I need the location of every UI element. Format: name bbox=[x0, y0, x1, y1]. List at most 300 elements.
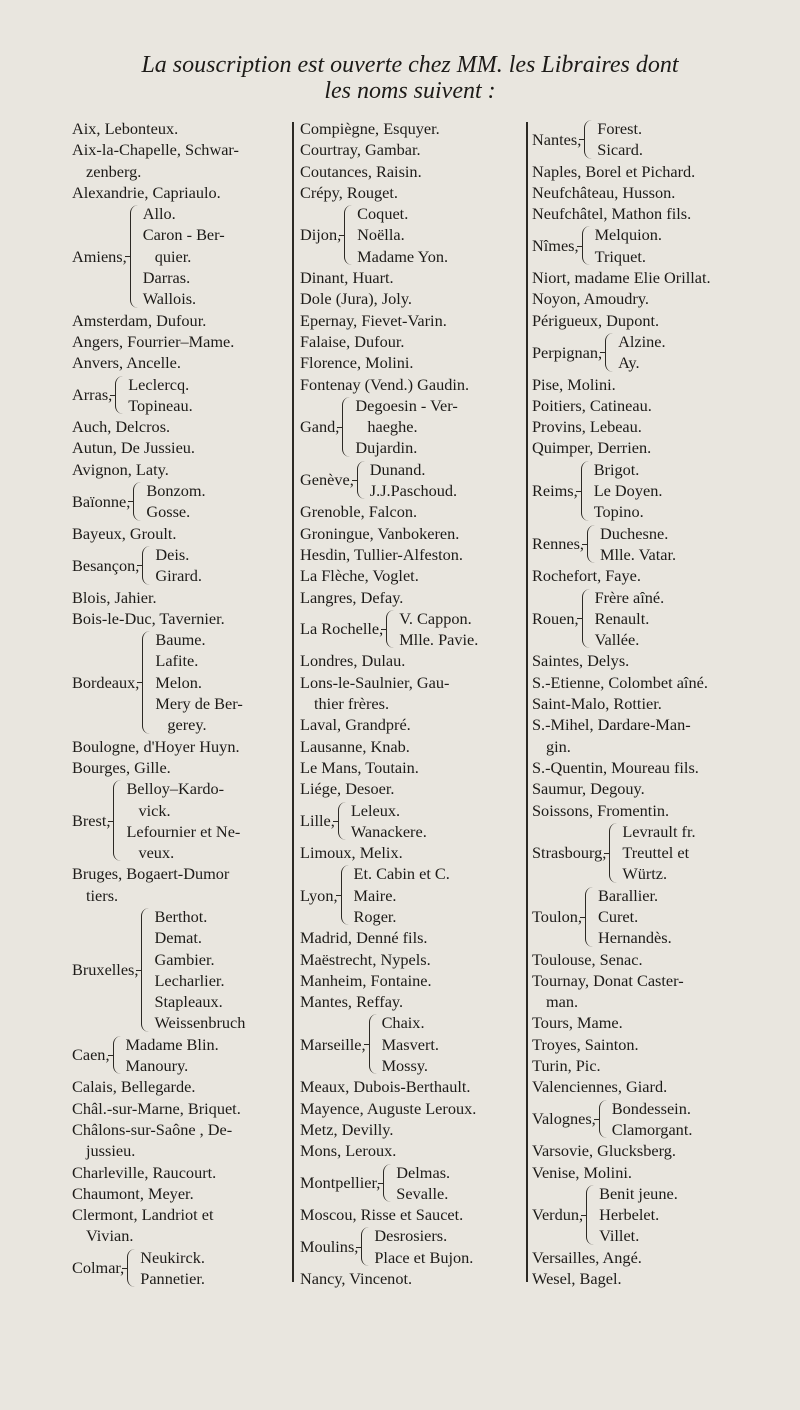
entry-line: Versailles, Angé. bbox=[532, 1247, 642, 1267]
city-name: Amiens, bbox=[72, 246, 127, 266]
bookseller-name: Alzine. bbox=[618, 331, 666, 351]
column-1 bbox=[72, 118, 294, 1289]
bookseller-entry bbox=[532, 565, 754, 586]
entry-line: Bayeux, Groult. bbox=[72, 523, 177, 543]
entry-line: Valenciennes, Giard. bbox=[532, 1077, 668, 1097]
bookseller-names bbox=[612, 1098, 754, 1141]
brace-mark bbox=[338, 802, 348, 841]
bookseller-names bbox=[140, 1247, 294, 1290]
city-name: Caen, bbox=[72, 1045, 110, 1065]
entry-line: Vivian. bbox=[86, 1226, 134, 1246]
entry-line: Groningue, Vanbokeren. bbox=[300, 523, 460, 543]
bookseller-names bbox=[155, 544, 294, 587]
bookseller-entry bbox=[532, 970, 754, 1013]
bookseller-group bbox=[300, 395, 524, 459]
bookseller-entry bbox=[300, 565, 524, 586]
bookseller-entry bbox=[532, 203, 754, 224]
bookseller-name: Baume. bbox=[155, 630, 206, 650]
bookseller-name: Chaix. bbox=[381, 1013, 425, 1033]
bookseller-names bbox=[155, 629, 294, 735]
bookseller-entry bbox=[532, 778, 754, 799]
bookseller-entry bbox=[72, 139, 294, 182]
bookseller-entry bbox=[72, 1119, 294, 1162]
bookseller-entry bbox=[72, 331, 294, 352]
bookseller-name: Noëlla. bbox=[357, 225, 405, 245]
bookseller-names bbox=[595, 587, 754, 651]
bookseller-entry bbox=[72, 1076, 294, 1097]
bookseller-entry bbox=[72, 416, 294, 437]
bookseller-names bbox=[128, 374, 294, 417]
city-name: Rouen, bbox=[532, 608, 579, 628]
brace-mark bbox=[142, 546, 152, 585]
bookseller-name: Caron - Ber- bbox=[142, 225, 225, 245]
city-name: Valognes, bbox=[532, 1109, 596, 1129]
column-divider bbox=[292, 122, 294, 1282]
bookseller-entry bbox=[532, 267, 754, 288]
bookseller-entry bbox=[72, 736, 294, 757]
city-name: Nîmes, bbox=[532, 236, 579, 256]
brace-mark bbox=[141, 908, 151, 1032]
bookseller-name: Topineau. bbox=[128, 395, 193, 415]
entry-line: Bourges, Gille. bbox=[72, 757, 171, 777]
entry-line: Dole (Jura), Joly. bbox=[300, 289, 412, 309]
bookseller-entry bbox=[532, 1012, 754, 1033]
bookseller-group bbox=[72, 480, 294, 523]
bookseller-entry bbox=[72, 437, 294, 458]
entry-line: Niort, madame Elie Orillat. bbox=[532, 268, 711, 288]
bookseller-name: Desrosiers. bbox=[374, 1226, 448, 1246]
bookseller-names bbox=[618, 331, 754, 374]
bookseller-entry bbox=[300, 1119, 524, 1140]
entry-line: Aix-la-Chapelle, Schwar- bbox=[72, 140, 239, 160]
bookseller-name: Le Doyen. bbox=[593, 481, 663, 501]
brace-mark bbox=[357, 461, 367, 500]
bookseller-group bbox=[532, 1183, 754, 1247]
bookseller-name: Leclercq. bbox=[128, 374, 190, 394]
brace-mark bbox=[344, 205, 354, 265]
city-name: Nantes, bbox=[532, 129, 582, 149]
bookseller-entry bbox=[300, 1204, 524, 1225]
bookseller-entry bbox=[72, 608, 294, 629]
bookseller-name: Berthot. bbox=[154, 906, 208, 926]
city-name: Verdun, bbox=[532, 1205, 584, 1225]
bookseller-group bbox=[300, 1012, 524, 1076]
bookseller-entry bbox=[300, 310, 524, 331]
bookseller-name: Mlle. Pavie. bbox=[399, 630, 479, 650]
entry-line: Crépy, Rouget. bbox=[300, 182, 398, 202]
entry-line: Saumur, Degouy. bbox=[532, 779, 645, 799]
entry-line: Lausanne, Knab. bbox=[300, 736, 410, 756]
bookseller-name: haeghe. bbox=[367, 417, 418, 437]
bookseller-entry bbox=[300, 139, 524, 160]
bookseller-entry bbox=[532, 650, 754, 671]
brace-mark bbox=[341, 865, 351, 925]
city-name: Gand, bbox=[300, 417, 340, 437]
bookseller-entry bbox=[300, 736, 524, 757]
bookseller-group bbox=[300, 203, 524, 267]
bookseller-names bbox=[595, 224, 754, 267]
bookseller-name: Dujardin. bbox=[355, 438, 418, 458]
bookseller-name: Forest. bbox=[597, 119, 643, 138]
bookseller-names bbox=[146, 480, 294, 523]
bookseller-name: Leleux. bbox=[350, 800, 401, 820]
bookseller-group bbox=[532, 331, 754, 374]
entry-line: Grenoble, Falcon. bbox=[300, 502, 418, 522]
city-name: Perpignan, bbox=[532, 342, 603, 362]
bookseller-entry bbox=[72, 757, 294, 778]
bookseller-name: Würtz. bbox=[622, 864, 668, 884]
bookseller-entry bbox=[532, 949, 754, 970]
entry-line: Florence, Molini. bbox=[300, 353, 414, 373]
bookseller-name: Wanackere. bbox=[350, 821, 427, 841]
bookseller-entry bbox=[532, 437, 754, 458]
city-name: Genève, bbox=[300, 470, 354, 490]
entry-line: Mantes, Reffay. bbox=[300, 992, 404, 1012]
entry-line: Epernay, Fievet-Varin. bbox=[300, 310, 447, 330]
entry-line: Limoux, Melix. bbox=[300, 843, 403, 863]
entry-line: Angers, Fourrier–Mame. bbox=[72, 331, 235, 351]
entry-line: Hesdin, Tullier-Alfeston. bbox=[300, 544, 463, 564]
bookseller-entry bbox=[300, 544, 524, 565]
brace-mark bbox=[342, 397, 352, 457]
entry-line: Saint-Malo, Rottier. bbox=[532, 694, 662, 714]
bookseller-entry bbox=[300, 267, 524, 288]
bookseller-entry bbox=[72, 182, 294, 203]
brace-mark bbox=[142, 631, 152, 733]
entry-line: Venise, Molini. bbox=[532, 1162, 632, 1182]
bookseller-entry bbox=[300, 650, 524, 671]
bookseller-name: Et. Cabin et C. bbox=[353, 864, 450, 884]
bookseller-group bbox=[532, 587, 754, 651]
bookseller-name: Bonzom. bbox=[146, 481, 206, 501]
bookseller-group bbox=[72, 203, 294, 309]
entry-line: Maëstrecht, Nypels. bbox=[300, 949, 431, 969]
city-name: Rennes, bbox=[532, 534, 584, 554]
entry-line: Fontenay (Vend.) Gaudin. bbox=[300, 374, 470, 394]
bookseller-entry bbox=[300, 1140, 524, 1161]
bookseller-entry bbox=[300, 672, 524, 715]
entry-line: Auch, Delcros. bbox=[72, 417, 171, 437]
bookseller-name: quier. bbox=[154, 246, 192, 266]
bookseller-entry bbox=[300, 1076, 524, 1097]
entry-line: Manheim, Fontaine. bbox=[300, 970, 432, 990]
entry-line: Londres, Dulau. bbox=[300, 651, 406, 671]
brace-mark bbox=[586, 1185, 596, 1245]
entry-line: Provins, Lebeau. bbox=[532, 417, 642, 437]
bookseller-names bbox=[598, 885, 754, 949]
bookseller-name: Brigot. bbox=[593, 459, 640, 479]
bookseller-name: Belloy–Kardo- bbox=[126, 779, 225, 799]
bookseller-entry bbox=[72, 118, 294, 139]
brace-mark bbox=[130, 205, 140, 307]
brace-mark bbox=[585, 887, 595, 947]
bookseller-names bbox=[126, 1034, 294, 1077]
bookseller-name: Frère aîné. bbox=[594, 587, 665, 607]
bookseller-names bbox=[594, 459, 754, 523]
bookseller-entry bbox=[300, 778, 524, 799]
brace-mark bbox=[582, 589, 592, 649]
entry-line: Amsterdam, Dufour. bbox=[72, 310, 207, 330]
bookseller-name: Masvert. bbox=[381, 1034, 439, 1054]
entry-line: Anvers, Ancelle. bbox=[72, 353, 181, 373]
bookseller-name: Melquion. bbox=[594, 225, 662, 245]
bookseller-entry bbox=[300, 587, 524, 608]
entry-line: Langres, Defay. bbox=[300, 587, 404, 607]
bookseller-name: Delmas. bbox=[396, 1162, 451, 1182]
bookseller-entry bbox=[72, 310, 294, 331]
bookseller-name: Allo. bbox=[142, 204, 176, 224]
bookseller-name: Madame Blin. bbox=[125, 1034, 219, 1054]
entry-line: Bruges, Bogaert-Dumor bbox=[72, 864, 230, 884]
bookseller-entry bbox=[532, 161, 754, 182]
entry-line: Chaumont, Meyer. bbox=[72, 1183, 194, 1203]
entry-line: S.-Etienne, Colombet aîné. bbox=[532, 672, 708, 692]
bookseller-name: Weissenbruch bbox=[154, 1013, 246, 1033]
entry-line: gin. bbox=[546, 736, 571, 756]
entry-line: jussieu. bbox=[86, 1141, 136, 1161]
bookseller-group bbox=[300, 459, 524, 502]
bookseller-name: Mlle. Vatar. bbox=[600, 544, 677, 564]
brace-mark bbox=[584, 120, 594, 159]
bookseller-entry bbox=[72, 1162, 294, 1183]
bookseller-name: Maire. bbox=[353, 885, 397, 905]
city-name: Baïonne, bbox=[72, 491, 131, 511]
entry-line: Falaise, Dufour. bbox=[300, 331, 405, 351]
bookseller-name: Melon. bbox=[155, 672, 202, 692]
bookseller-names bbox=[399, 608, 524, 651]
bookseller-name: Benit jeune. bbox=[599, 1183, 678, 1203]
bookseller-entry bbox=[72, 459, 294, 480]
column-divider bbox=[526, 122, 528, 1282]
city-name: Lille, bbox=[300, 811, 335, 831]
bookseller-entry bbox=[300, 352, 524, 373]
brace-mark bbox=[361, 1227, 371, 1266]
city-name: Reims, bbox=[532, 481, 578, 501]
city-name: Colmar, bbox=[72, 1258, 125, 1278]
bookseller-entry bbox=[300, 1268, 524, 1289]
entry-line: Autun, De Jussieu. bbox=[72, 438, 196, 458]
brace-mark bbox=[127, 1249, 137, 1288]
bookseller-group bbox=[532, 523, 754, 566]
entry-line: Blois, Jahier. bbox=[72, 587, 157, 607]
bookseller-names bbox=[357, 203, 524, 267]
bookseller-entry bbox=[300, 757, 524, 778]
bookseller-names bbox=[355, 395, 524, 459]
entry-line: Mons, Leroux. bbox=[300, 1141, 397, 1161]
bookseller-entry bbox=[532, 693, 754, 714]
entry-line: Calais, Bellegarde. bbox=[72, 1077, 196, 1097]
bookseller-entry bbox=[72, 352, 294, 373]
bookseller-name: veux. bbox=[138, 843, 175, 863]
bookseller-entry bbox=[532, 1162, 754, 1183]
entry-line: Aix, Lebonteux. bbox=[72, 119, 179, 138]
bookseller-name: Villet. bbox=[599, 1226, 640, 1246]
bookseller-names bbox=[370, 459, 524, 502]
bookseller-name: Darras. bbox=[142, 268, 191, 288]
bookseller-entry bbox=[300, 1098, 524, 1119]
bookseller-names bbox=[374, 1225, 524, 1268]
bookseller-name: Treuttel et bbox=[622, 843, 690, 863]
bookseller-name: Place et Bujon. bbox=[374, 1247, 474, 1267]
bookseller-group bbox=[300, 1162, 524, 1205]
brace-mark bbox=[113, 1036, 123, 1075]
bookseller-name: gerey. bbox=[167, 715, 207, 735]
bookseller-name: Lefournier et Ne- bbox=[126, 821, 241, 841]
bookseller-entry bbox=[532, 1140, 754, 1161]
column-3 bbox=[532, 118, 754, 1289]
bookseller-group bbox=[532, 224, 754, 267]
bookseller-name: Mery de Ber- bbox=[155, 694, 243, 714]
brace-mark bbox=[133, 482, 143, 521]
bookseller-names bbox=[382, 1012, 524, 1076]
city-name: Brest, bbox=[72, 811, 111, 831]
bookseller-name: Vallée. bbox=[594, 630, 640, 650]
bookseller-name: Madame Yon. bbox=[357, 246, 449, 266]
bookseller-name: Stapleaux. bbox=[154, 992, 223, 1012]
bookseller-name: Curet. bbox=[597, 906, 639, 926]
bookseller-name: Degoesin - Ver- bbox=[355, 395, 458, 415]
city-name: Strasbourg, bbox=[532, 843, 607, 863]
entry-line: Nancy, Vincenot. bbox=[300, 1269, 413, 1289]
bookseller-name: Girard. bbox=[155, 566, 202, 586]
bookseller-entry bbox=[532, 714, 754, 757]
bookseller-entry bbox=[300, 118, 524, 139]
city-name: Toulon, bbox=[532, 906, 582, 926]
bookseller-name: Topino. bbox=[593, 502, 644, 522]
bookseller-name: V. Cappon. bbox=[399, 608, 472, 628]
bookseller-entry bbox=[532, 1055, 754, 1076]
brace-mark bbox=[609, 823, 619, 883]
entry-line: Charleville, Raucourt. bbox=[72, 1162, 217, 1182]
entry-line: Alexandrie, Capriaulo. bbox=[72, 182, 221, 202]
bookseller-names bbox=[622, 821, 754, 885]
bookseller-name: Ay. bbox=[618, 353, 640, 373]
entry-line: Laval, Grandpré. bbox=[300, 715, 411, 735]
entry-line: Soissons, Fromentin. bbox=[532, 800, 670, 820]
bookseller-entry bbox=[532, 672, 754, 693]
bookseller-group bbox=[72, 1247, 294, 1290]
bookseller-name: Neukirck. bbox=[140, 1247, 205, 1267]
city-name: Arras, bbox=[72, 385, 113, 405]
bookseller-group bbox=[300, 863, 524, 927]
entry-line: Compiègne, Esquyer. bbox=[300, 119, 440, 138]
entry-line: Madrid, Denné fils. bbox=[300, 928, 428, 948]
bookseller-entry bbox=[532, 1268, 754, 1289]
city-name: La Rochelle, bbox=[300, 619, 384, 639]
entry-line: Châlons-sur-Saône , De- bbox=[72, 1119, 233, 1139]
entry-line: Meaux, Dubois-Berthault. bbox=[300, 1077, 471, 1097]
bookseller-entry bbox=[72, 587, 294, 608]
bookseller-name: Demat. bbox=[154, 928, 202, 948]
bookseller-name: Barallier. bbox=[597, 885, 659, 905]
bookseller-entry bbox=[300, 842, 524, 863]
bookseller-group bbox=[72, 544, 294, 587]
bookseller-names bbox=[597, 118, 754, 161]
entry-line: Liége, Desoer. bbox=[300, 779, 395, 799]
bookseller-entry bbox=[532, 416, 754, 437]
bookseller-entry bbox=[532, 757, 754, 778]
bookseller-name: Triquet. bbox=[594, 246, 646, 266]
bookseller-group bbox=[532, 1098, 754, 1141]
bookseller-entry bbox=[300, 991, 524, 1012]
bookseller-names bbox=[396, 1162, 524, 1205]
entry-line: Saintes, Delys. bbox=[532, 651, 630, 671]
entry-line: Pise, Molini. bbox=[532, 374, 616, 394]
bookseller-entry bbox=[300, 374, 524, 395]
bookseller-name: vick. bbox=[138, 800, 171, 820]
brace-mark bbox=[581, 461, 591, 521]
entry-line: thier frères. bbox=[314, 694, 390, 714]
bookseller-entry bbox=[532, 1034, 754, 1055]
bookseller-entry bbox=[300, 501, 524, 522]
bookseller-group bbox=[72, 906, 294, 1034]
bookseller-name: Renault. bbox=[594, 608, 650, 628]
bookseller-entry bbox=[72, 863, 294, 906]
brace-mark bbox=[582, 226, 592, 265]
city-name: Montpellier, bbox=[300, 1173, 381, 1193]
entry-line: Toulouse, Senac. bbox=[532, 949, 643, 969]
bookseller-group bbox=[300, 800, 524, 843]
entry-line: Naples, Borel et Pichard. bbox=[532, 161, 696, 181]
entry-line: Mayence, Auguste Leroux. bbox=[300, 1098, 477, 1118]
bookseller-entry bbox=[532, 310, 754, 331]
entry-line: S.-Mihel, Dardare-Man- bbox=[532, 715, 691, 735]
city-name: Marseille, bbox=[300, 1034, 366, 1054]
entry-line: Noyon, Amoudry. bbox=[532, 289, 649, 309]
bookseller-entry bbox=[300, 331, 524, 352]
bookseller-entry bbox=[532, 374, 754, 395]
bookseller-name: Sicard. bbox=[597, 140, 643, 160]
city-name: Bruxelles, bbox=[72, 960, 139, 980]
entry-line: Neufchâteau, Husson. bbox=[532, 182, 676, 202]
brace-mark bbox=[587, 525, 597, 564]
bookseller-entry bbox=[300, 182, 524, 203]
page-heading bbox=[60, 52, 760, 104]
bookseller-entry bbox=[300, 161, 524, 182]
entry-line: Neufchâtel, Mathon fils. bbox=[532, 204, 692, 224]
brace-mark bbox=[599, 1100, 609, 1139]
bookseller-name: Mossy. bbox=[381, 1056, 429, 1076]
entry-line: Châl.-sur-Marne, Briquet. bbox=[72, 1098, 241, 1118]
bookseller-names bbox=[143, 203, 294, 309]
entry-line: Bois-le-Duc, Tavernier. bbox=[72, 608, 225, 628]
bookseller-entry bbox=[532, 1076, 754, 1097]
entry-line: Wesel, Bagel. bbox=[532, 1269, 622, 1289]
bookseller-group bbox=[72, 629, 294, 735]
city-name: Lyon, bbox=[300, 885, 338, 905]
bookseller-name: Coquet. bbox=[357, 204, 409, 224]
bookseller-name: J.J.Paschoud. bbox=[369, 481, 458, 501]
entry-line: Varsovie, Glucksberg. bbox=[532, 1141, 676, 1161]
column-2 bbox=[300, 118, 524, 1289]
entry-line: man. bbox=[546, 992, 579, 1012]
entry-line: zenberg. bbox=[86, 161, 142, 181]
bookseller-name: Roger. bbox=[353, 906, 397, 926]
bookseller-entry bbox=[72, 1183, 294, 1204]
brace-mark bbox=[386, 610, 396, 649]
bookseller-entry bbox=[300, 523, 524, 544]
bookseller-name: Duchesne. bbox=[600, 523, 669, 543]
entry-line: Turin, Pic. bbox=[532, 1056, 601, 1076]
brace-mark bbox=[369, 1014, 379, 1074]
entry-line: Rochefort, Faye. bbox=[532, 566, 641, 586]
bookseller-entry bbox=[72, 523, 294, 544]
entry-line: Metz, Devilly. bbox=[300, 1119, 394, 1139]
bookseller-entry bbox=[300, 288, 524, 309]
bookseller-name: Manoury. bbox=[125, 1056, 189, 1076]
bookseller-names bbox=[126, 778, 294, 863]
bookseller-names bbox=[351, 800, 524, 843]
